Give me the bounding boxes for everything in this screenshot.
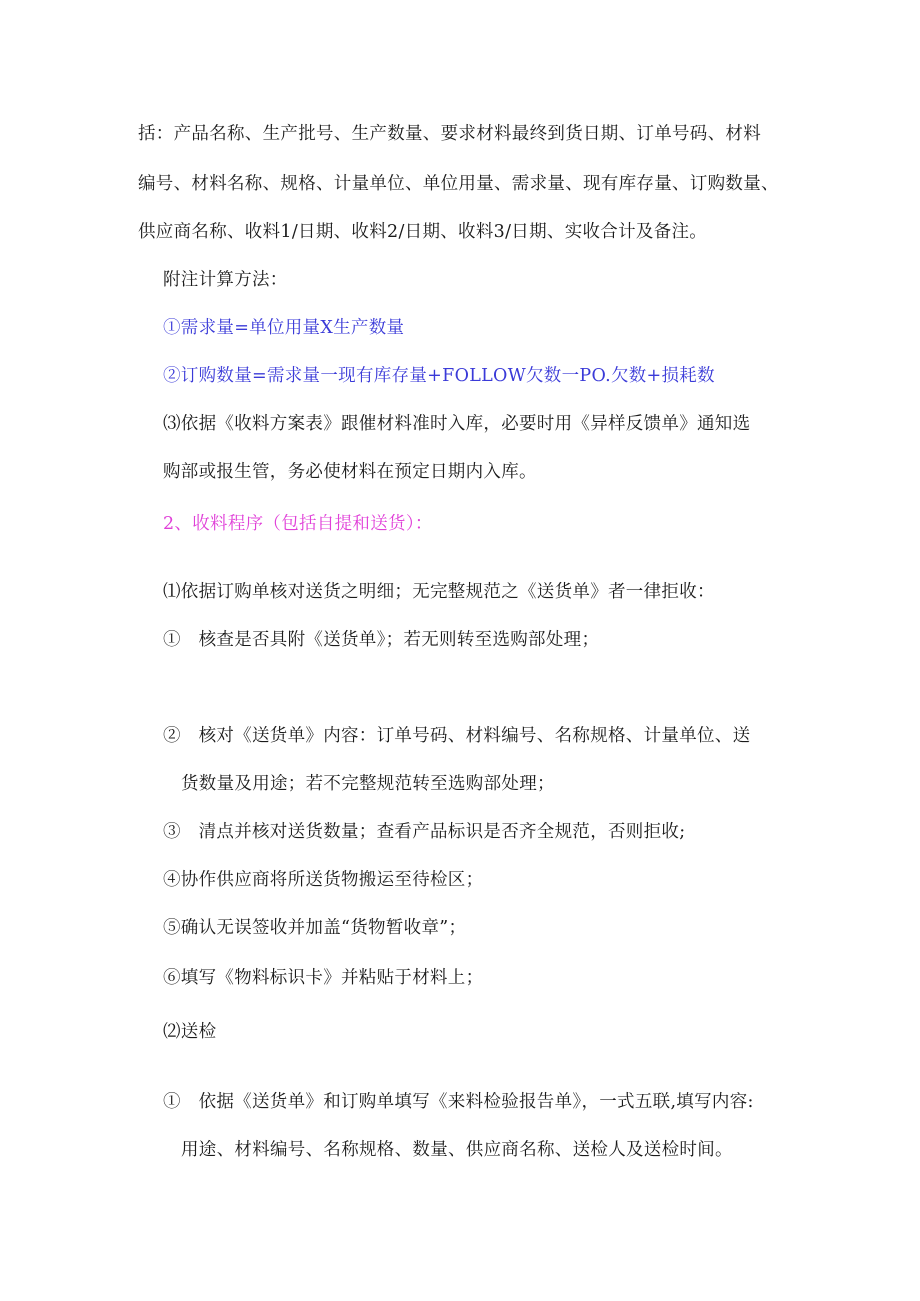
sub-item-1: ⑴依据订购单核对送货之明细；无完整规范之《送货单》者一律拒收： [163,582,715,602]
check-3: ③ 清点并核对送货数量；查看产品标识是否齐全规范，否则拒收; [163,822,686,842]
intro-line-3: 供应商名称、收料1/日期、收料2/日期、收料3/日期、实收合计及备注。 [138,222,708,242]
check-6: ⑥填写《物料标识卡》并粘贴于材料上； [163,968,484,988]
formula-1: ①需求量=单位用量X生产数量 [163,318,405,338]
check-1: ① 核查是否具附《送货单》；若无则转至选购部处理； [163,630,600,650]
inspect-1-line-1: ① 依据《送货单》和订购单填写《来料检验报告单》，一式五联,填写内容: [163,1092,754,1112]
intro-line-2: 编号、材料名称、规格、计量单位、单位用量、需求量、现有库存量、订购数量、 [138,174,779,194]
note-title: 附注计算方法： [163,270,288,290]
item-3-line-2: 购部或报生管，务必使材料在预定日期内入库。 [163,462,537,482]
formula-2: ②订购数量=需求量一现有库存量+FOLLOW欠数一PO.欠数+损耗数 [163,366,715,386]
check-2-line-2: 货数量及用途；若不完整规范转至选购部处理； [181,774,555,794]
check-4: ④协作供应商将所送货物搬运至待检区； [163,870,484,890]
intro-line-1: 括：产品名称、生产批号、生产数量、要求材料最终到货日期、订单号码、材料 [138,124,761,144]
inspect-1-line-2: 用途、材料编号、名称规格、数量、供应商名称、送检人及送检时间。 [181,1140,733,1160]
check-2-line-1: ② 核对《送货单》内容：订单号码、材料编号、名称规格、计量单位、送 [163,726,751,746]
check-5: ⑤确认无误签收并加盖“货物暂收章”； [163,918,467,938]
item-3-line-1: ⑶依据《收料方案表》跟催材料准时入库，必要时用《异样反馈单》通知选 [163,414,751,434]
section-2-heading: 2、收料程序（包括自提和送货）： [163,514,433,534]
sub-item-2: ⑵送检 [163,1022,217,1042]
